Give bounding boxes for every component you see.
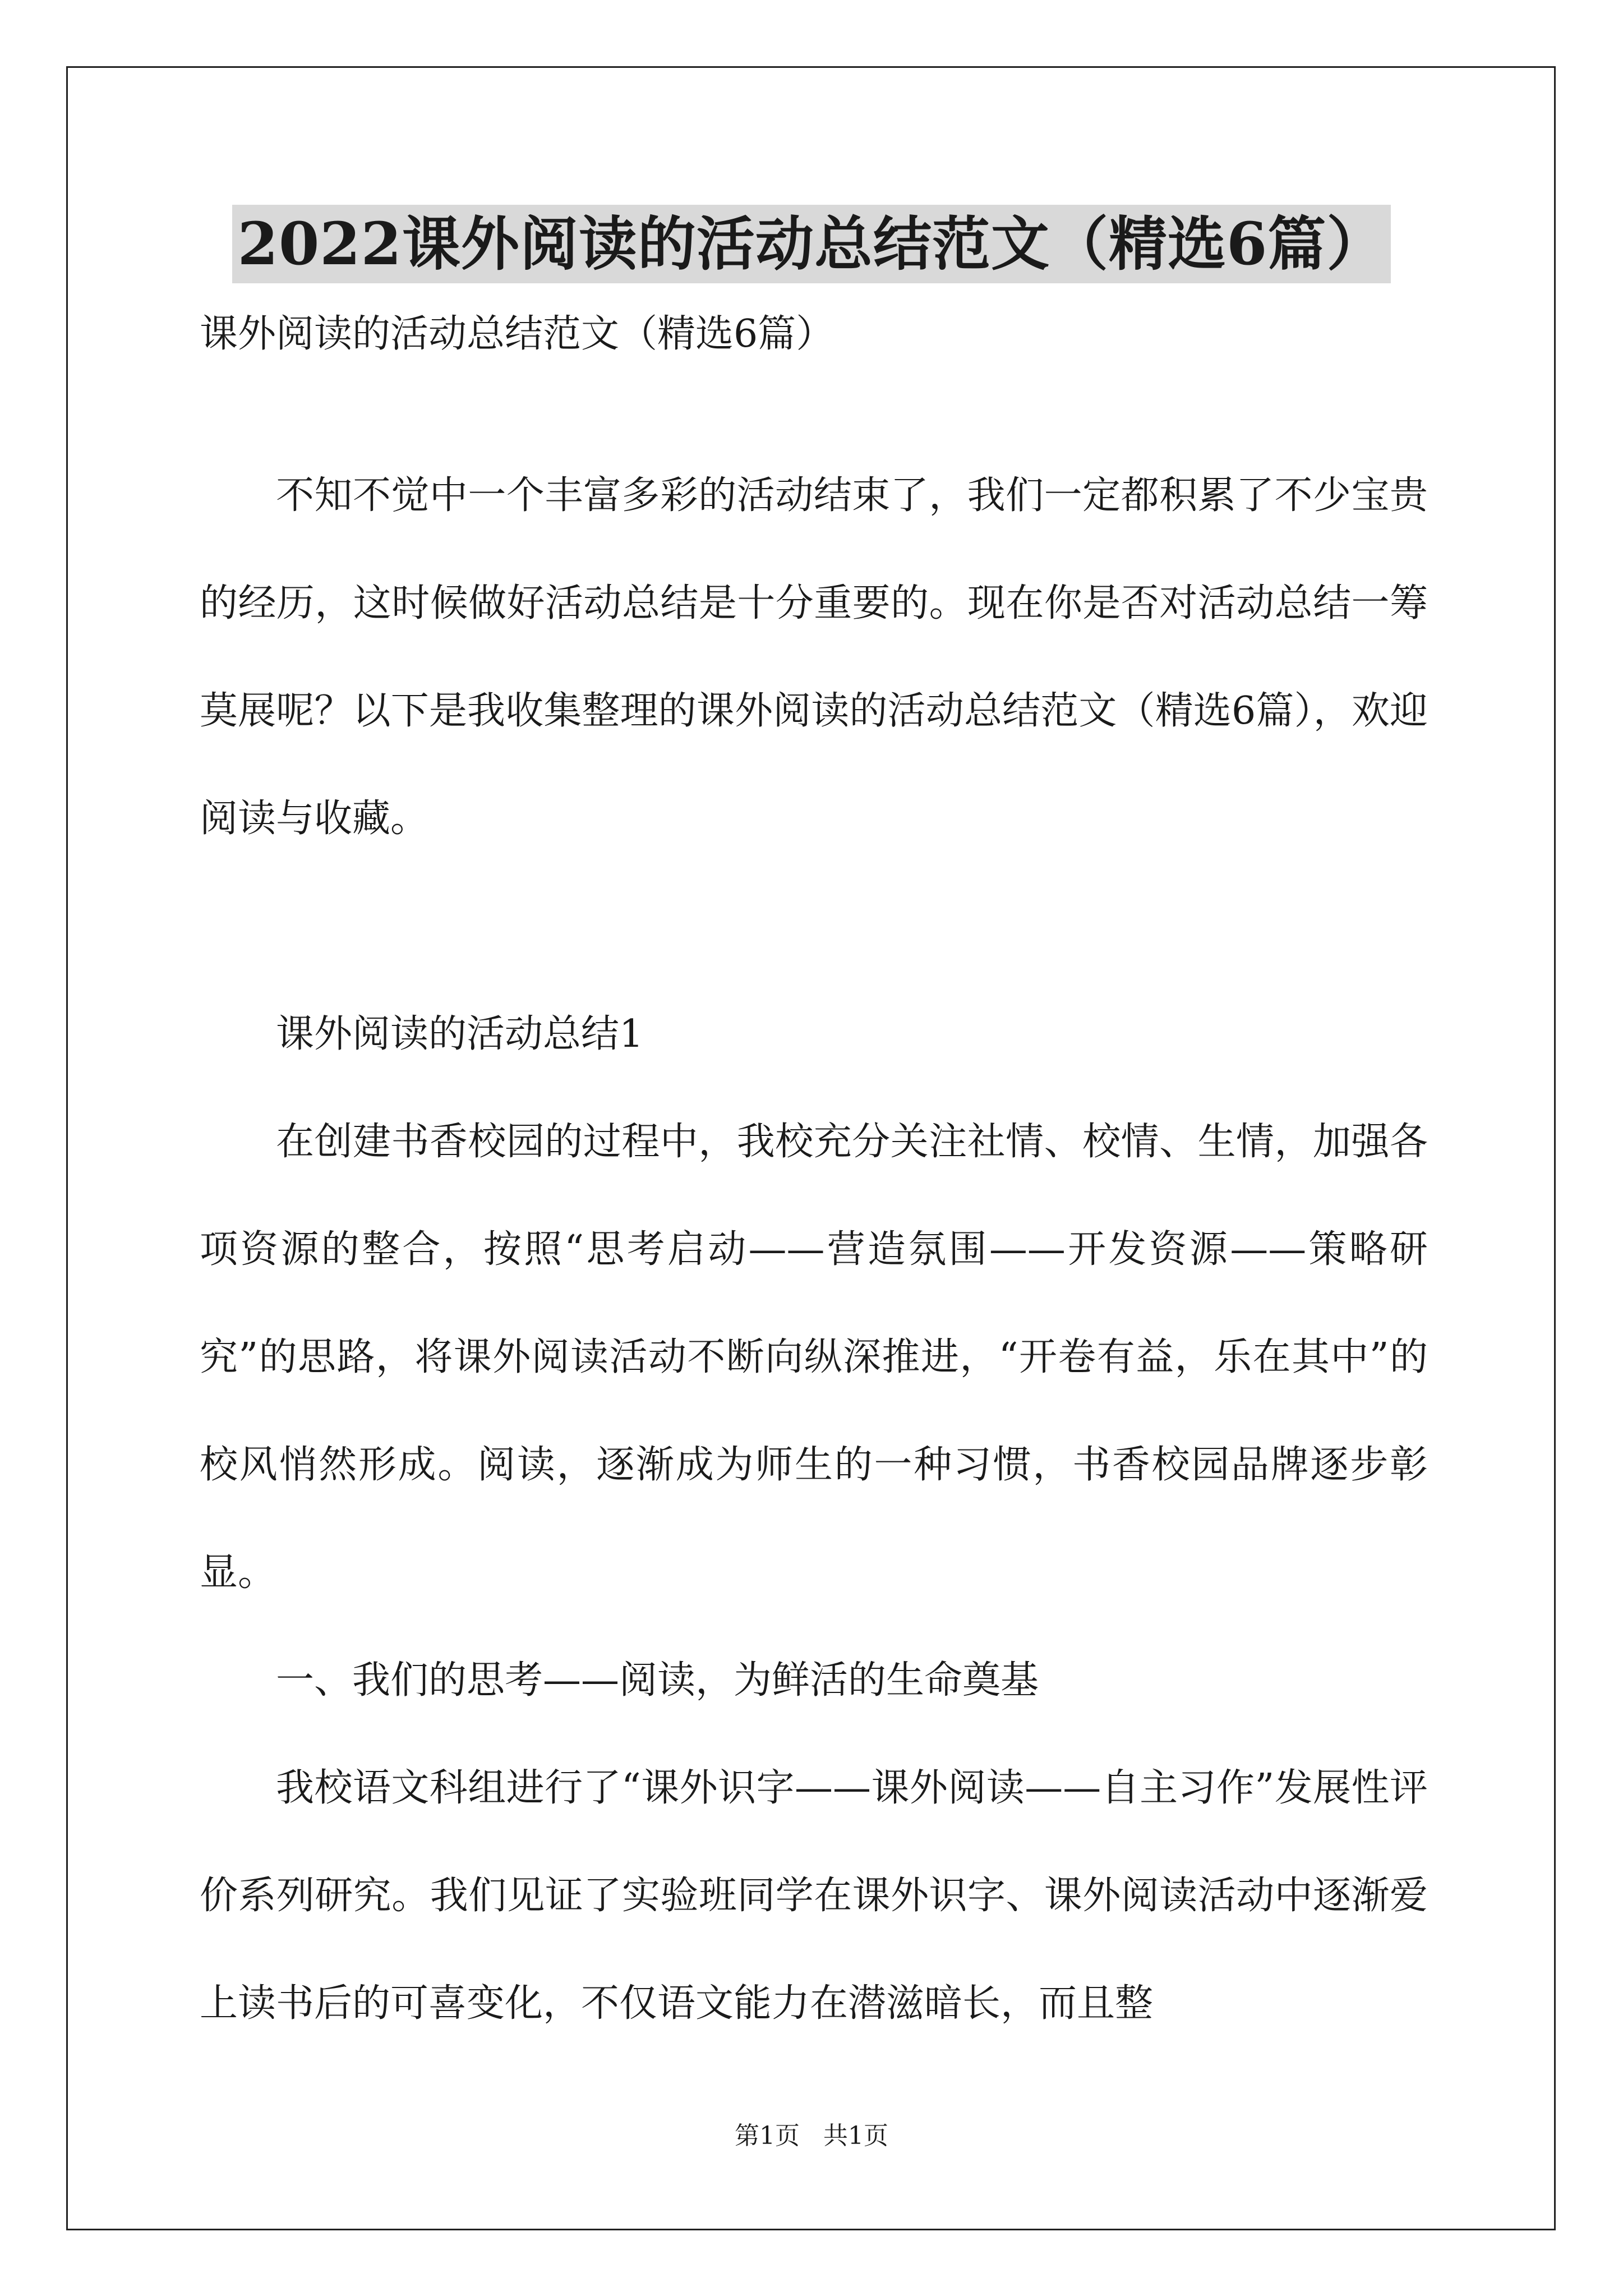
document-subtitle: 课外阅读的活动总结范文（精选6篇） <box>200 312 834 356</box>
body-paragraph: 我校语文科组进行了“课外识字——课外阅读——自主习作”发展性评价系列研究。我们见证了实验班同学在课外识字、课外阅读活动中逐渐爱上读书后的可喜变化，不仅语文能力在潜滋暗长，而且整 <box>200 1766 1428 2026</box>
title-container <box>0 205 1623 283</box>
page-number: 第1页 <box>735 2122 800 2150</box>
blank-line <box>200 873 1428 981</box>
section-heading: 一、我们的思考——阅读，为鲜活的生命奠基 <box>276 1658 1039 1703</box>
page-total: 共1页 <box>823 2122 888 2150</box>
page-footer <box>0 2119 1623 2153</box>
body-paragraph: 在创建书香校园的过程中，我校充分关注社情、校情、生情，加强各项资源的整合，按照“思考启动——营造氛围——开发资源——策略研究”的思路，将课外阅读活动不断向纵深推进，“开卷有益，乐在其中”的校风悄然形成。阅读，逐渐成为师生的一种习惯，书香校园品牌逐步彰显。 <box>200 1120 1428 1595</box>
section-heading: 课外阅读的活动总结1 <box>276 1012 644 1056</box>
document-title: 2022课外阅读的活动总结范文（精选6篇） <box>232 205 1391 283</box>
intro-paragraph: 不知不觉中一个丰富多彩的活动结束了，我们一定都积累了不少宝贵的经历，这时候做好活动总结是十分重要的。现在你是否对活动总结一筹莫展呢？以下是我收集整理的课外阅读的活动总结范文（精选6篇），欢迎阅读与收藏。 <box>200 473 1428 841</box>
document-body <box>200 280 1428 2058</box>
